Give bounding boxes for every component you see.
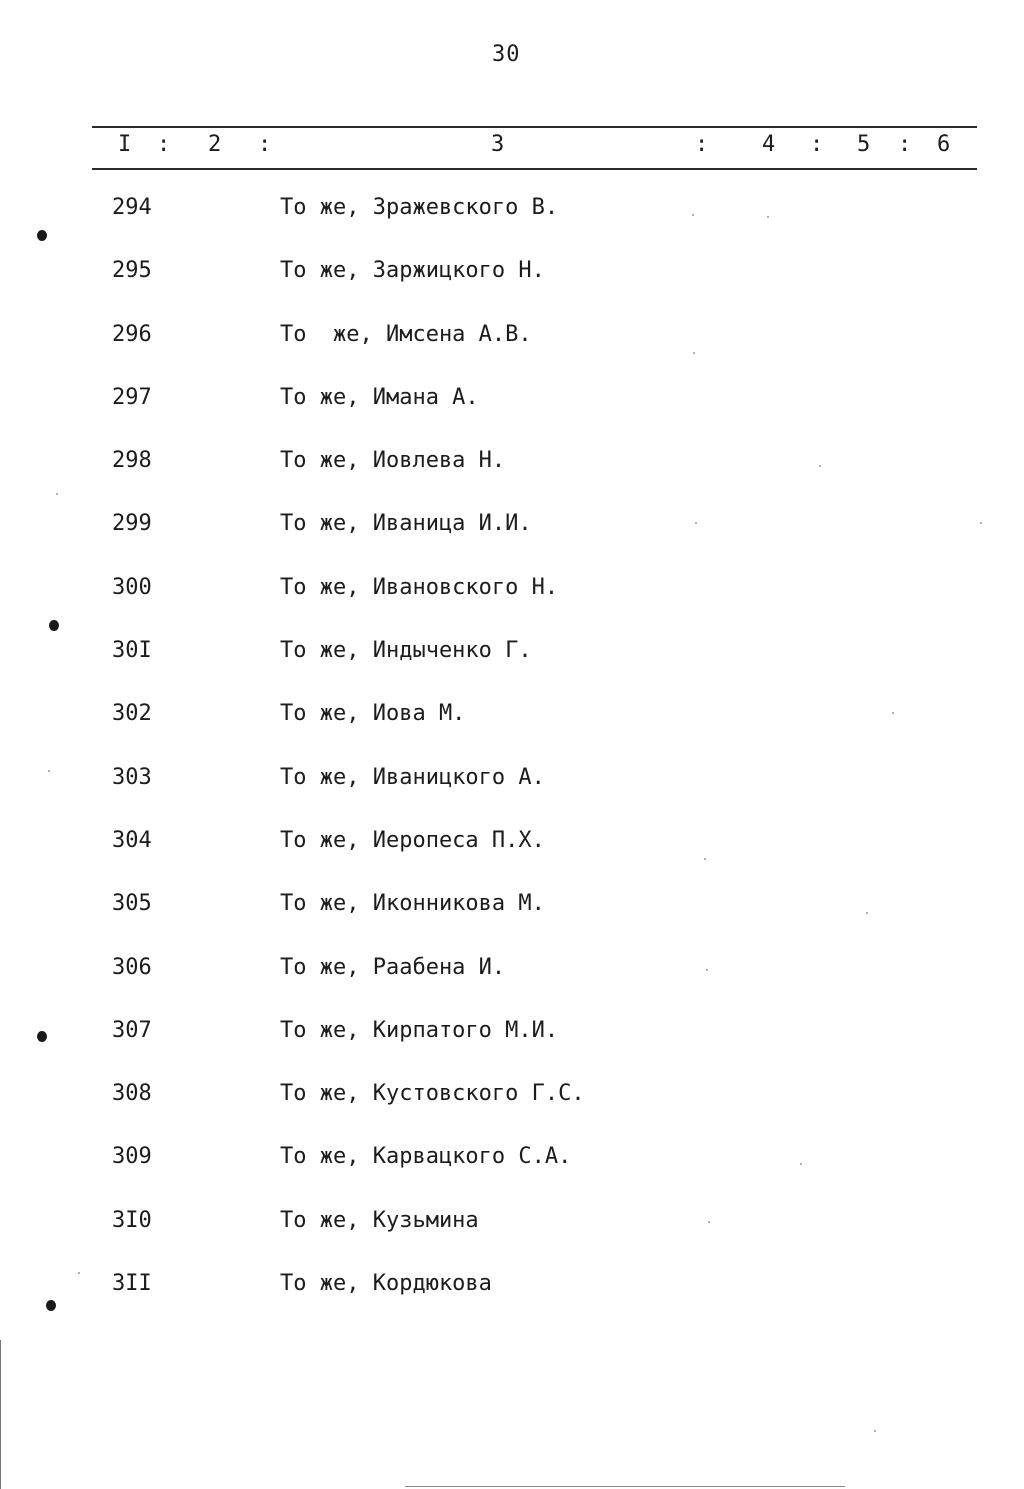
scan-speck: [892, 712, 894, 714]
table-row: [0, 511, 1024, 574]
table-row: [0, 955, 1024, 1018]
row-description: То же, Иеропеса П.Х.: [280, 827, 545, 853]
row-description: То же, Карвацкого С.А.: [280, 1144, 572, 1170]
table-row: [0, 765, 1024, 828]
header-separator: :: [898, 132, 912, 157]
table-row: [0, 1144, 1024, 1207]
scan-speck: [874, 1430, 876, 1432]
row-description: То же, Кирпатого М.И.: [280, 1017, 559, 1043]
row-description: То же, Раабена И.: [280, 954, 506, 980]
header-separator: :: [157, 132, 171, 157]
scan-speck: [708, 1221, 710, 1223]
row-number: 296: [112, 321, 152, 347]
punch-hole: [37, 230, 47, 241]
row-number: 307: [112, 1017, 152, 1043]
row-description: То же, Кузьмина: [280, 1207, 479, 1233]
scan-speck: [78, 1272, 80, 1274]
row-number: 3I0: [112, 1207, 152, 1233]
scan-speck: [704, 858, 706, 860]
header-col-5: 5: [857, 132, 871, 157]
scan-speck: [706, 969, 708, 971]
row-number: 306: [112, 954, 152, 980]
table-header-rule: [92, 168, 977, 170]
scan-speck: [693, 352, 695, 354]
header-separator: :: [258, 132, 272, 157]
scan-speck: [980, 522, 982, 524]
row-description: То же, Кустовского Г.С.: [280, 1081, 585, 1107]
table-row: [0, 258, 1024, 321]
table-row: [0, 385, 1024, 448]
punch-hole: [46, 1300, 56, 1311]
header-separator: :: [810, 132, 824, 157]
scan-edge-bottom: [405, 1486, 845, 1487]
table-row: [0, 575, 1024, 638]
row-description: То же, Иваница И.И.: [280, 511, 532, 537]
scan-speck: [56, 493, 58, 495]
table-row: [0, 638, 1024, 701]
row-number: 305: [112, 891, 152, 917]
row-description: То же, Индыченко Г.: [280, 638, 532, 664]
table-row: [0, 701, 1024, 764]
row-number: 302: [112, 701, 152, 727]
row-description: То же, Имсена А.В.: [280, 321, 532, 347]
scan-speck: [866, 912, 868, 914]
scan-speck: [767, 216, 769, 218]
page-number: 30: [492, 42, 521, 67]
row-number: 299: [112, 511, 152, 537]
row-number: 298: [112, 448, 152, 474]
row-number: 300: [112, 574, 152, 600]
row-description: То же, Ивановского Н.: [280, 574, 559, 600]
scan-edge-left: [0, 1340, 1, 1489]
table-row: [0, 891, 1024, 954]
row-description: То же, Заржицкого Н.: [280, 258, 545, 284]
table-body: [0, 195, 1024, 1334]
row-description: То же, Кордюкова: [280, 1271, 492, 1297]
row-number: 304: [112, 827, 152, 853]
row-description: То же, Иова М.: [280, 701, 466, 727]
header-col-2: 2: [208, 132, 222, 157]
scan-speck: [48, 770, 50, 772]
row-number: 294: [112, 195, 152, 220]
table-header: [0, 132, 1024, 162]
header-col-4: 4: [762, 132, 776, 157]
row-number: 297: [112, 384, 152, 410]
header-separator: :: [695, 132, 709, 157]
row-description: То же, Иваницкого А.: [280, 764, 545, 790]
scan-speck: [695, 522, 697, 524]
row-number: 309: [112, 1144, 152, 1170]
table-row: [0, 828, 1024, 891]
scan-speck: [692, 214, 694, 216]
table-row: [0, 448, 1024, 511]
row-description: То же, Зражевского В.: [280, 195, 559, 220]
row-number: 308: [112, 1081, 152, 1107]
punch-hole: [49, 620, 59, 631]
table-row: [0, 195, 1024, 258]
table-row: [0, 1208, 1024, 1271]
row-description: То же, Иовлева Н.: [280, 448, 506, 474]
scan-speck: [800, 1163, 802, 1165]
table-row: [0, 322, 1024, 385]
table-row: [0, 1271, 1024, 1334]
header-col-1: I: [118, 132, 132, 157]
row-number: 295: [112, 258, 152, 284]
scan-speck: [819, 465, 821, 467]
row-number: 30I: [112, 638, 152, 664]
row-description: То же, Иконникова М.: [280, 891, 545, 917]
table-row: [0, 1018, 1024, 1081]
row-number: 3II: [112, 1271, 152, 1297]
table-row: [0, 1081, 1024, 1144]
punch-hole: [37, 1031, 47, 1042]
header-col-3: 3: [491, 132, 505, 157]
row-description: То же, Имана А.: [280, 384, 479, 410]
table-top-rule: [92, 126, 977, 128]
header-col-6: 6: [937, 132, 951, 157]
row-number: 303: [112, 764, 152, 790]
